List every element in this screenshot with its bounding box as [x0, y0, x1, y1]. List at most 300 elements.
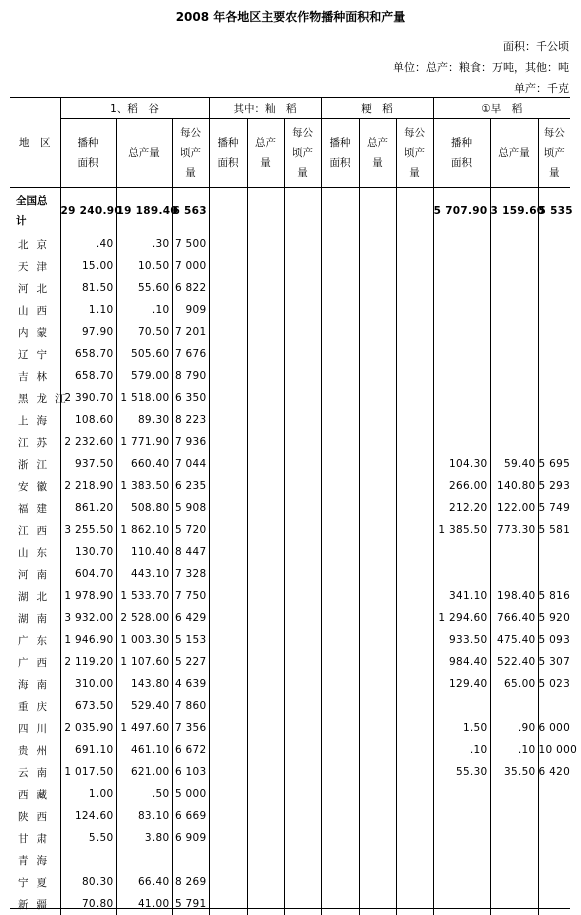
- cell-value: [209, 343, 247, 365]
- cell-value: 529.40: [116, 695, 172, 717]
- cell-value: 8 269: [172, 871, 209, 893]
- cell-value: 3 255.50: [60, 519, 116, 541]
- header-per: 每公顷产量: [284, 119, 321, 188]
- cell-value: [359, 871, 396, 893]
- cell-value: [538, 783, 570, 805]
- cell-value: [359, 673, 396, 695]
- cell-value: [433, 343, 490, 365]
- cell-value: [433, 849, 490, 871]
- cell-value: [247, 607, 284, 629]
- cell-value: [321, 255, 359, 277]
- table-row: [10, 497, 570, 519]
- cell-value: 70.80: [60, 893, 116, 915]
- cell-value: [359, 343, 396, 365]
- cell-value: 579.00: [116, 365, 172, 387]
- cell-value: 7 860: [172, 695, 209, 717]
- region-name: 贵州: [10, 739, 60, 761]
- cell-value: 7 936: [172, 431, 209, 453]
- table-row: [10, 607, 570, 629]
- cell-value: [538, 827, 570, 849]
- cell-value: 5 293: [538, 480, 571, 492]
- cell-value: [359, 497, 396, 519]
- cell-value: 7 750: [172, 585, 209, 607]
- cell-value: [490, 827, 538, 849]
- cell-value: 1 385.50: [433, 519, 490, 541]
- cell-value: [321, 475, 359, 497]
- cell-value: 505.60: [116, 343, 172, 365]
- cell-value: [321, 761, 359, 783]
- cell-value: [396, 673, 433, 695]
- cell-value: [247, 343, 284, 365]
- unit-area: 面积：千公顷: [503, 40, 569, 53]
- cell-value: [247, 695, 284, 717]
- cell-value: [284, 871, 321, 893]
- table-row: [10, 849, 570, 871]
- cell-value: [321, 695, 359, 717]
- cell-value: [433, 805, 490, 827]
- region-name: 江苏: [10, 431, 60, 453]
- cell-value: [490, 233, 538, 255]
- cell-value: [359, 365, 396, 387]
- cell-value: [433, 365, 490, 387]
- table-row: [10, 673, 570, 695]
- cell-value: [284, 497, 321, 519]
- cell-value: [209, 893, 247, 915]
- cell-value: [284, 739, 321, 761]
- table-row: [10, 827, 570, 849]
- cell-value: [433, 871, 490, 893]
- table-row: [10, 365, 570, 387]
- cell-value: [538, 255, 570, 277]
- cell-value: 1 107.60: [116, 651, 172, 673]
- header-per: 每公顷产量: [538, 119, 570, 188]
- cell-value: [490, 783, 538, 805]
- cell-value: 59.40: [490, 453, 538, 475]
- header-per: 每公顷产量: [172, 119, 209, 188]
- cell-value: [284, 651, 321, 673]
- cell-value: [321, 717, 359, 739]
- cell-value: [321, 827, 359, 849]
- cell-value: [284, 365, 321, 387]
- cell-value: 41.00: [116, 893, 172, 915]
- cell-value: [209, 475, 247, 497]
- cell-value: [396, 519, 433, 541]
- cell-value: [359, 651, 396, 673]
- cell-value: [490, 805, 538, 827]
- crop-table: [10, 97, 578, 915]
- cell-value: [538, 277, 570, 299]
- table-row: [10, 299, 570, 321]
- cell-value: 1.50: [433, 717, 490, 739]
- cell-value: 83.10: [116, 805, 172, 827]
- cell-value: 5 000: [172, 783, 209, 805]
- region-name: 辽宁: [10, 343, 60, 365]
- cell-value: [359, 695, 396, 717]
- region-name: 湖南: [10, 607, 60, 629]
- cell-value: 6 235: [172, 475, 209, 497]
- cell-value: [321, 783, 359, 805]
- cell-value: [209, 431, 247, 453]
- cell-value: [321, 409, 359, 431]
- cell-value: [433, 255, 490, 277]
- cell-value: .40: [60, 233, 116, 255]
- cell-value: [490, 871, 538, 893]
- cell-value: 10 000: [538, 744, 578, 756]
- cell-value: [538, 233, 570, 255]
- cell-value: [209, 321, 247, 343]
- cell-value: 2 218.90: [60, 475, 116, 497]
- cell-value: [321, 629, 359, 651]
- cell-value: [321, 871, 359, 893]
- cell-value: [490, 343, 538, 365]
- table-row: [10, 805, 570, 827]
- cell-value: [209, 783, 247, 805]
- cell-value: [538, 387, 570, 409]
- cell-value: 443.10: [116, 563, 172, 585]
- cell-value: [359, 761, 396, 783]
- cell-value: 984.40: [433, 651, 490, 673]
- cell-value: [209, 805, 247, 827]
- cell-value: [396, 475, 433, 497]
- cell-value: 658.70: [60, 343, 116, 365]
- cell-value: 621.00: [116, 761, 172, 783]
- cell-value: [209, 717, 247, 739]
- cell-value: [209, 827, 247, 849]
- cell-value: [209, 695, 247, 717]
- cell-value: 909: [172, 299, 209, 321]
- cell-value: [321, 585, 359, 607]
- cell-value: [396, 453, 433, 475]
- cell-value: [396, 805, 433, 827]
- cell-value: 5 720: [172, 519, 209, 541]
- cell-value: 7 000: [172, 255, 209, 277]
- cell-value: [284, 695, 321, 717]
- cell-value: [433, 233, 490, 255]
- cell-value: 5 535: [538, 204, 573, 217]
- cell-value: [359, 299, 396, 321]
- cell-value: [359, 431, 396, 453]
- cell-value: [359, 277, 396, 299]
- region-name: 湖北: [10, 585, 60, 607]
- cell-value: 5 707.90: [433, 188, 490, 234]
- cell-value: [209, 673, 247, 695]
- cell-value: [490, 299, 538, 321]
- cell-value: [247, 827, 284, 849]
- cell-value: [321, 321, 359, 343]
- cell-value: [247, 277, 284, 299]
- cell-value: 143.80: [116, 673, 172, 695]
- cell-value: [247, 629, 284, 651]
- cell-value: [538, 849, 570, 871]
- cell-value: [247, 739, 284, 761]
- cell-value: [359, 541, 396, 563]
- cell-value: [284, 277, 321, 299]
- cell-value: 8 223: [172, 409, 209, 431]
- cell-value: 1 771.90: [116, 431, 172, 453]
- table-row: [10, 519, 570, 541]
- cell-value: [247, 475, 284, 497]
- cell-value: 1 294.60: [433, 607, 490, 629]
- table-row: [10, 475, 570, 497]
- table-row: [10, 695, 570, 717]
- cell-value: 19 189.40: [116, 188, 172, 234]
- cell-value: 108.60: [60, 409, 116, 431]
- cell-value: [359, 409, 396, 431]
- region-name: 宁夏: [10, 871, 60, 893]
- cell-value: 266.00: [433, 475, 490, 497]
- cell-value: [321, 343, 359, 365]
- cell-value: [538, 563, 570, 585]
- cell-value: [396, 409, 433, 431]
- cell-value: [538, 871, 570, 893]
- cell-value: [284, 629, 321, 651]
- cell-value: [209, 761, 247, 783]
- cell-value: 341.10: [433, 585, 490, 607]
- cell-value: [396, 871, 433, 893]
- cell-value: 6 000: [538, 722, 571, 734]
- cell-value: [284, 321, 321, 343]
- cell-value: 1 017.50: [60, 761, 116, 783]
- cell-value: 7 328: [172, 563, 209, 585]
- cell-value: [284, 783, 321, 805]
- cell-value: [284, 805, 321, 827]
- cell-value: [433, 299, 490, 321]
- cell-value: [60, 849, 116, 871]
- cell-value: [321, 277, 359, 299]
- cell-value: [209, 277, 247, 299]
- cell-value: 933.50: [433, 629, 490, 651]
- region-name: 新疆: [10, 893, 60, 915]
- cell-value: 660.40: [116, 453, 172, 475]
- cell-value: 130.70: [60, 541, 116, 563]
- cell-value: [538, 431, 570, 453]
- cell-value: [284, 475, 321, 497]
- cell-value: [433, 563, 490, 585]
- cell-value: [359, 519, 396, 541]
- header-total: 总产量: [359, 119, 396, 188]
- cell-value: [538, 805, 570, 827]
- cell-value: [538, 893, 570, 915]
- cell-value: [321, 519, 359, 541]
- cell-value: [321, 431, 359, 453]
- cell-value: 6 822: [172, 277, 209, 299]
- cell-value: 140.80: [490, 475, 538, 497]
- table-row: [10, 563, 570, 585]
- cell-value: .90: [490, 717, 538, 739]
- cell-value: 212.20: [433, 497, 490, 519]
- cell-value: [359, 233, 396, 255]
- cell-value: [284, 607, 321, 629]
- cell-value: 4 639: [172, 673, 209, 695]
- cell-value: 2 035.90: [60, 717, 116, 739]
- header-group-japonica: 粳 稻: [321, 98, 433, 119]
- header-area: 播种面积: [209, 119, 247, 188]
- region-name: 浙江: [10, 453, 60, 475]
- cell-value: [284, 541, 321, 563]
- cell-value: 508.80: [116, 497, 172, 519]
- cell-value: 5 695: [538, 458, 571, 470]
- cell-value: [490, 695, 538, 717]
- table-row: [10, 783, 570, 805]
- cell-value: [321, 893, 359, 915]
- cell-value: [209, 871, 247, 893]
- cell-value: [321, 233, 359, 255]
- cell-value: [433, 783, 490, 805]
- cell-value: 66.40: [116, 871, 172, 893]
- cell-value: 7 044: [172, 453, 209, 475]
- table-row: [10, 409, 570, 431]
- cell-value: 6 563: [172, 188, 209, 234]
- cell-value: [396, 739, 433, 761]
- cell-value: 5 791: [172, 893, 209, 915]
- cell-value: 2 232.60: [60, 431, 116, 453]
- cell-value: 7 201: [172, 321, 209, 343]
- cell-value: 5 749: [538, 502, 571, 514]
- cell-value: 673.50: [60, 695, 116, 717]
- cell-value: 81.50: [60, 277, 116, 299]
- cell-value: [321, 651, 359, 673]
- cell-value: [396, 783, 433, 805]
- cell-value: [284, 387, 321, 409]
- cell-value: [359, 585, 396, 607]
- cell-value: [209, 365, 247, 387]
- cell-value: [396, 343, 433, 365]
- cell-value: 65.00: [490, 673, 538, 695]
- cell-value: [359, 805, 396, 827]
- cell-value: [284, 188, 321, 234]
- cell-value: [396, 695, 433, 717]
- cell-value: [396, 541, 433, 563]
- cell-value: [490, 255, 538, 277]
- header-group-early: ①早 稻: [433, 98, 570, 119]
- region-name: 山东: [10, 541, 60, 563]
- region-name: 甘肃: [10, 827, 60, 849]
- region-name: 广西: [10, 651, 60, 673]
- cell-value: [433, 695, 490, 717]
- cell-value: 6 350: [172, 387, 209, 409]
- cell-value: [209, 453, 247, 475]
- cell-value: [359, 717, 396, 739]
- cell-value: 7 500: [172, 233, 209, 255]
- header-total: 总产量: [116, 119, 172, 188]
- cell-value: [359, 893, 396, 915]
- table-bottom-rule: [10, 908, 570, 909]
- cell-value: [490, 321, 538, 343]
- cell-value: 110.40: [116, 541, 172, 563]
- cell-value: [396, 365, 433, 387]
- cell-value: [359, 739, 396, 761]
- cell-value: 5 920: [538, 612, 571, 624]
- cell-value: [433, 277, 490, 299]
- cell-value: 129.40: [433, 673, 490, 695]
- cell-value: [433, 827, 490, 849]
- cell-value: .50: [116, 783, 172, 805]
- table-row: [10, 321, 570, 343]
- header-area: 播种面积: [321, 119, 359, 188]
- cell-value: [209, 409, 247, 431]
- cell-value: 1.00: [60, 783, 116, 805]
- region-name: 天津: [10, 255, 60, 277]
- table-row: [10, 233, 570, 255]
- cell-value: [359, 783, 396, 805]
- cell-value: [359, 629, 396, 651]
- cell-value: 6 669: [172, 805, 209, 827]
- cell-value: [247, 783, 284, 805]
- cell-value: [247, 761, 284, 783]
- region-name: 内蒙: [10, 321, 60, 343]
- cell-value: [359, 849, 396, 871]
- header-total: 总产量: [490, 119, 538, 188]
- cell-value: [284, 519, 321, 541]
- cell-value: [321, 299, 359, 321]
- cell-value: [433, 893, 490, 915]
- cell-value: 773.30: [490, 519, 538, 541]
- cell-value: [321, 453, 359, 475]
- header-region: 地 区: [10, 98, 60, 188]
- cell-value: 29 240.90: [60, 188, 116, 234]
- region-name: 四川: [10, 717, 60, 739]
- cell-value: 55.60: [116, 277, 172, 299]
- region-name: 吉林: [10, 365, 60, 387]
- cell-value: 1 518.00: [116, 387, 172, 409]
- cell-value: 124.60: [60, 805, 116, 827]
- cell-value: 691.10: [60, 739, 116, 761]
- cell-value: [209, 563, 247, 585]
- cell-value: 35.50: [490, 761, 538, 783]
- cell-value: [538, 321, 570, 343]
- cell-value: [490, 563, 538, 585]
- cell-value: [538, 695, 570, 717]
- cell-value: [209, 255, 247, 277]
- cell-value: [209, 739, 247, 761]
- cell-value: 8 790: [172, 365, 209, 387]
- cell-value: [209, 541, 247, 563]
- cell-value: [247, 497, 284, 519]
- cell-value: 3 159.60: [490, 188, 538, 234]
- cell-value: [321, 497, 359, 519]
- cell-value: [490, 365, 538, 387]
- cell-value: 3.80: [116, 827, 172, 849]
- header-group-rice: 1、稻 谷: [60, 98, 209, 119]
- cell-value: 461.10: [116, 739, 172, 761]
- cell-value: 604.70: [60, 563, 116, 585]
- cell-value: [396, 563, 433, 585]
- cell-value: .10: [490, 739, 538, 761]
- cell-value: 5 816: [538, 590, 571, 602]
- cell-value: [247, 871, 284, 893]
- cell-value: [284, 717, 321, 739]
- header-area: 播种面积: [433, 119, 490, 188]
- cell-value: 5 908: [172, 497, 209, 519]
- cell-value: 3 932.00: [60, 607, 116, 629]
- cell-value: [396, 321, 433, 343]
- cell-value: [359, 475, 396, 497]
- cell-value: [396, 651, 433, 673]
- table-row: [10, 629, 570, 651]
- cell-value: [209, 849, 247, 871]
- cell-value: [247, 651, 284, 673]
- cell-value: 1 946.90: [60, 629, 116, 651]
- cell-value: [396, 497, 433, 519]
- cell-value: [433, 409, 490, 431]
- cell-value: [396, 849, 433, 871]
- cell-value: [321, 541, 359, 563]
- cell-value: [209, 497, 247, 519]
- cell-value: [247, 233, 284, 255]
- region-name: 广东: [10, 629, 60, 651]
- cell-value: 937.50: [60, 453, 116, 475]
- cell-value: [396, 761, 433, 783]
